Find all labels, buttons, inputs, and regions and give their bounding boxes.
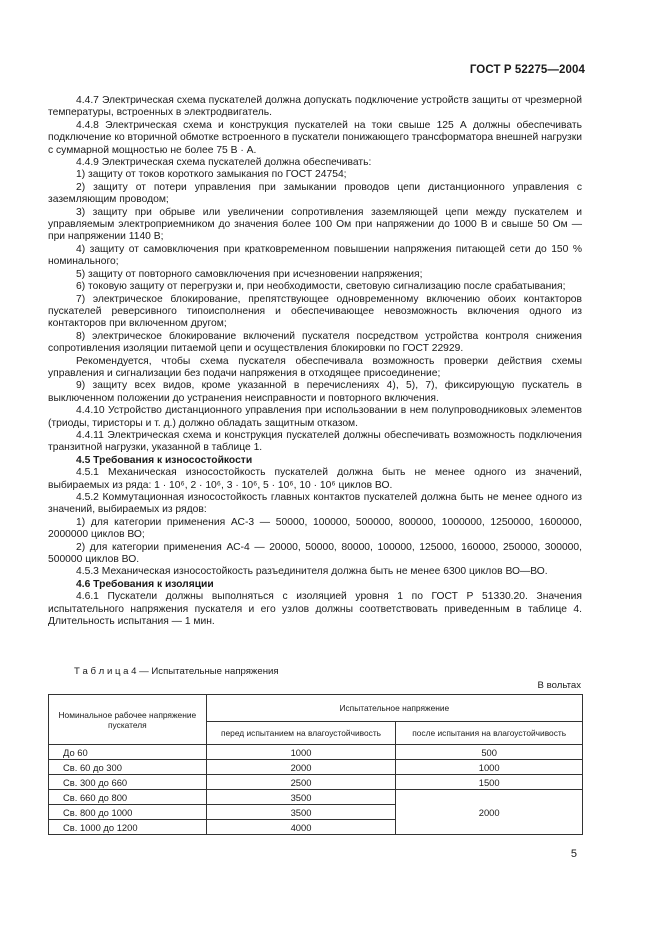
cell-voltage: Св. 60 до 300 [49, 760, 207, 775]
cell-before: 3500 [206, 790, 396, 805]
table-row [49, 745, 583, 760]
list-item: 2) для категории применения АС-4 — 20000, 50000, 80000, 100000, 125000, 160000, 250000, 300000, 500000 циклов ВО. [48, 541, 582, 566]
paragraph: 4.5.1 Механическая износостойкость пускателей должна быть не менее одного из значений, выбираемых из ряда: 1 · 10⁶, 2 · 10⁶, 3 · 10⁶, 5 · 10⁶, 10 · 10⁶ циклов ВО. [48, 467, 582, 491]
column-header-rated-voltage: Номинальное рабочее напряжение пускателя [49, 695, 207, 745]
paragraph: 4.4.7 Электрическая схема пускателей должна допускать подключение устройств защиты от чрезмерной температуры, встроенных в электродвигатель. [48, 95, 582, 119]
paragraph: 4.5.3 Механическая износостойкость разъединителя должна быть не менее 6300 циклов ВО—ВО. [76, 566, 548, 578]
document-header: ГОСТ Р 52275—2004 [469, 64, 585, 76]
cell-before: 2000 [206, 760, 396, 775]
paragraph: 4.6.1 Пускатели должны выполняться с изоляцией уровня 1 по ГОСТ Р 51330.20. Значения испытательного напряжения пускателя и его узлов должны соответствовать приведенным в таблице 4. Длительность испытания — 1 мин. [48, 591, 582, 628]
table-units: В вольтах [537, 680, 581, 691]
cell-before: 2500 [206, 775, 396, 790]
list-item: 3) защиту при обрыве или увеличении сопротивления заземляющей цепи между пускателем и управляемым электроприемником до значения более 100 Ом при напряжении до 1000 В и свыше 50 Ом — при напряжении 1140 В; [48, 206, 582, 243]
section-heading: 4.6 Требования к изоляции [76, 578, 214, 590]
table-row [49, 790, 583, 805]
paragraph: 4.5.2 Коммутационная износостойкость главных контактов пускателей должна быть не менее одного из значений, выбираемых из рядов: [48, 492, 582, 516]
list-item: 1) защиту от токов короткого замыкания по ГОСТ 24754; [76, 169, 347, 181]
paragraph: 4.4.9 Электрическая схема пускателей должна обеспечивать: [76, 157, 372, 169]
voltage-table [48, 694, 583, 835]
list-item: 6) токовую защиту от перегрузки и, при необходимости, световую сигнализацию после срабатывания; [76, 281, 566, 293]
table-header-row [49, 695, 583, 722]
list-item: 1) для категории применения АС-3 — 50000, 100000, 500000, 800000, 1000000, 1250000, 1600000, 2000000 циклов ВО; [48, 516, 582, 541]
cell-after: 500 [396, 745, 583, 760]
cell-voltage: До 60 [49, 745, 207, 760]
table-caption: Т а б л и ц а 4 — Испытательные напряжения [74, 666, 279, 677]
section-heading: 4.5 Требования к износостойкости [76, 454, 253, 466]
paragraph: 4.4.8 Электрическая схема и конструкция пускателей на токи свыше 125 А должны обеспечивать подключение ко вторичной обмотке встроенного в пускатели понижающего трансформатора внешней нагрузки с суммарной мощностью не более 75 В · А. [48, 119, 582, 156]
column-header-test-voltage: Испытательное напряжение [206, 695, 582, 722]
cell-before: 1000 [206, 745, 396, 760]
table-row [49, 760, 583, 775]
list-item: 8) электрическое блокирование включений пускателя посредством устройства контроля снижения сопротивления изоляции питаемой цепи и осуществления блокировки по ГОСТ 22929. [48, 330, 582, 355]
cell-voltage: Св. 1000 до 1200 [49, 820, 207, 835]
cell-voltage: Св. 800 до 1000 [49, 805, 207, 820]
cell-voltage: Св. 300 до 660 [49, 775, 207, 790]
list-item: 7) электрическое блокирование, препятствующее одновременному включению обоих контакторов пускателей реверсивного типоисполнения и обеспечивающее невозможность включения одного из контакторов при включенном другом; [48, 293, 582, 330]
table-row [49, 775, 583, 790]
paragraph: 4.4.11 Электрическая схема и конструкция пускателей должны обеспечивать возможность подключения транзитной нагрузки, указанной в таблице 1. [48, 429, 582, 454]
page-number: 5 [570, 848, 577, 860]
list-item: 5) защиту от повторного самовключения при исчезновении напряжения; [76, 268, 423, 280]
paragraph: Рекомендуется, чтобы схема пускателя обеспечивала возможность проверки действия схемы управления и сигнализации без подачи напряжения в отходящее присоединение; [48, 355, 582, 379]
cell-after: 1500 [396, 775, 583, 790]
paragraph: 4.4.10 Устройство дистанционного управления при использовании в нем полупроводниковых элементов (триоды, тиристоры и т. д.) должно обладать защитным отказом. [48, 405, 582, 429]
cell-after-merged: 2000 [396, 790, 583, 835]
column-header-after: после испытания на влагоустойчивость [396, 722, 583, 745]
cell-voltage: Св. 660 до 800 [49, 790, 207, 805]
cell-after: 1000 [396, 760, 583, 775]
column-header-before: перед испытанием на влагоустойчивость [206, 722, 396, 745]
list-item: 9) защиту всех видов, кроме указанной в перечислениях 4), 5), 7), фиксирующую пускатель в выключенном положении до устранения неисправности и повторного включения. [48, 380, 582, 404]
cell-before: 4000 [206, 820, 396, 835]
body-text [48, 95, 582, 628]
cell-before: 3500 [206, 805, 396, 820]
list-item: 2) защиту от потери управления при замыкании проводов цепи дистанционного управления с заземляющим проводом; [48, 181, 582, 206]
list-item: 4) защиту от самовключения при кратковременном повышении напряжения питающей сети до 150 % номинального; [48, 243, 582, 268]
